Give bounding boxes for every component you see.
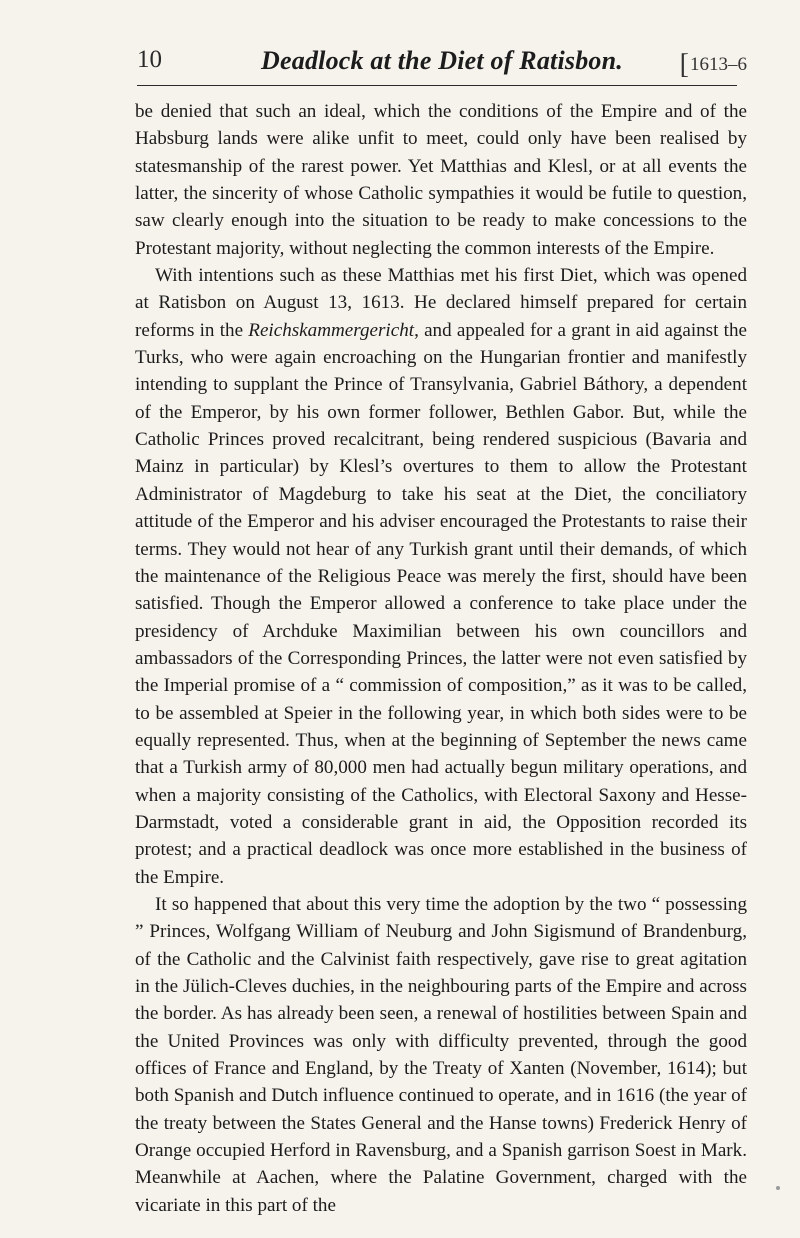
running-head xyxy=(137,46,747,86)
page-number: 10 xyxy=(137,46,162,73)
paragraph-2-part-2: , and appealed for a grant in aid against the Turks, who were again encroaching on the Hungarian frontier and manifestly intending to supplant the Prince of Transylvania, Gabriel Báthory, a dependent of the Emperor, by his own former follower, Bethlen Gabor. But, while the Catholic Princes proved recalcitrant, being rendered suspicious (Bavaria and Mainz in particular) by Klesl’s overtures to them to allow the Protestant Administrator of Magdeburg to take his seat at the Diet, the conciliatory attitude of the Emperor and his adviser encouraged the Protestants to raise their terms. They would not hear of any Turkish grant until their demands, of which the maintenance of the Religious Peace was merely the first, should have been satisfied. Though the Emperor allowed a conference to take place under the presidency of Archduke Maximilian between his own councillors and ambassadors of the Corresponding Princes, the latter were not even satisfied by the Imperial promise of a “ commission of composition,” as it was to be called, to be assembled at Speier in the following year, in which both sides were to be equally represented. Thus, when at the beginning of September the news came that a Turkish army of 80,000 men had actually begun military operations, and when a majority consisting of the Catholics, with Electoral Saxony and Hesse-Darmstadt, voted a considerable grant in aid, the Opposition recorded its protest; and a practical deadlock was once more established in the business of the Empire. xyxy=(135,319,747,888)
body-text xyxy=(135,98,747,1219)
date-range xyxy=(680,49,747,81)
paragraph-3: It so happened that about this very time the adoption by the two “ possessing ” Princes, Wolfgang William of Neuburg and John Sigismund of Brandenburg, of the Catholic and the Calvinist faith respectively, gave rise to great agitation in the Jülich-Cleves duchies, in the neighbouring parts of the Empire and across the border. As has already been seen, a renewal of hostilities between Spain and the United Provinces was only with difficulty prevented, through the good offices of France and England, by the Treaty of Xanten (November, 1614); but both Spanish and Dutch influence continued to operate, and in 1616 (the year of the treaty between the States General and the Hanse towns) Frederick Henry of Orange occupied Herford in Ravensburg, and a Spanish garrison Soest in Mark. Meanwhile at Aachen, where the Palatine Government, charged with the vicariate in this part of the xyxy=(135,893,747,1216)
date-range-text: 1613–6 xyxy=(690,54,747,75)
paragraph-2 xyxy=(135,262,747,891)
paper-speck xyxy=(776,1186,780,1190)
header-rule xyxy=(137,85,737,86)
paragraph-2-part-1: With intentions such as these Matthias met his first Diet, which was opened at Ratisbon on August 13, 1613. He declared himself prepared for certain reforms in the xyxy=(135,265,747,341)
running-title: Deadlock at the Diet of Ratisbon. xyxy=(261,46,623,75)
reichskammergericht-term: Reichskammergericht xyxy=(248,319,415,341)
date-bracket: [ xyxy=(679,49,689,80)
paragraph-1: be denied that such an ideal, which the conditions of the Empire and of the Habsburg lands were alike unfit to meet, could only have been realised by statesmanship of the rarest power. Yet Matthias and Klesl, or at all events the latter, the sincerity of whose Catholic sympathies it would be futile to question, saw clearly enough into the situation to be ready to make concessions to the Protestant majority, without neglecting the common interests of the Empire. xyxy=(135,101,747,259)
